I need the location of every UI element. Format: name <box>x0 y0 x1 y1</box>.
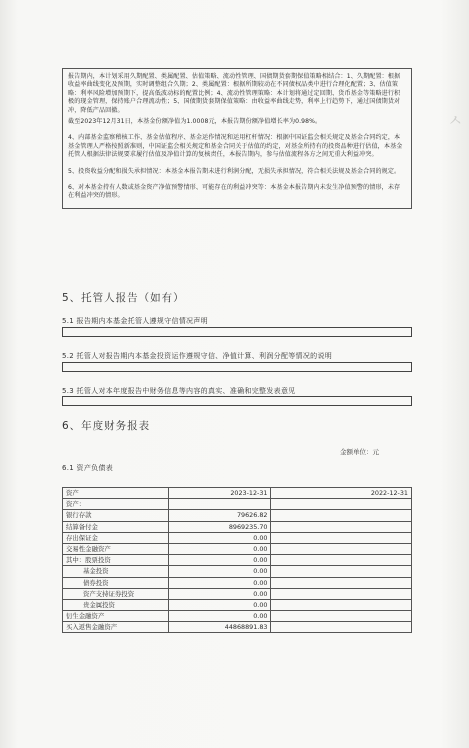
row-value-2023: 0.00 <box>168 611 271 622</box>
row-value-2022 <box>271 510 412 521</box>
row-label: 交易性金融资产 <box>63 543 169 554</box>
row-value-2022 <box>271 577 412 588</box>
subsection-5-3: 5.3 托管人对本年度报告中财务信息等内容的真实、准确和完整发表意见 <box>62 387 296 395</box>
row-label: 买入返售金融资产 <box>63 622 169 633</box>
row-label: 贵金属投资 <box>63 599 169 610</box>
table-row <box>63 577 412 588</box>
table-row <box>63 532 412 543</box>
row-label: 资产支持证券投资 <box>63 588 169 599</box>
row-value-2023 <box>168 499 271 510</box>
subsection-5-1: 5.1 报告期内本基金托管人遵规守信情况声明 <box>62 317 208 325</box>
row-value-2023: 0.00 <box>168 566 271 577</box>
table-row <box>63 555 412 566</box>
para-warnings: 6、对本基金持有人数或基金资产净值预警情形、可能存在的利益冲突等：本基金本报告期内未发生净值预警的情形，未存在利益冲突的情形。 <box>68 184 401 200</box>
side-mark: ㅅ <box>447 111 463 130</box>
table-header-row <box>63 488 412 499</box>
row-value-2023: 0.00 <box>168 577 271 588</box>
table-row <box>63 510 412 521</box>
table-row <box>63 499 412 510</box>
row-value-2022 <box>271 499 412 510</box>
row-value-2022 <box>271 599 412 610</box>
balance-sheet-table <box>62 487 412 633</box>
header-2022: 2022-12-31 <box>271 488 412 499</box>
table-row <box>63 588 412 599</box>
row-label: 存出保证金 <box>63 532 169 543</box>
row-value-2022 <box>271 611 412 622</box>
row-label: 债券投资 <box>63 577 169 588</box>
row-value-2023: 0.00 <box>168 599 271 610</box>
subsection-6-1: 6.1 资产负债表 <box>62 464 114 472</box>
table-row <box>63 611 412 622</box>
row-value-2022 <box>271 532 412 543</box>
header-2023: 2023-12-31 <box>168 488 271 499</box>
row-value-2022 <box>271 543 412 554</box>
row-value-2023: 0.00 <box>168 543 271 554</box>
row-value-2023: 0.00 <box>168 532 271 543</box>
para-profit-distribution: 5、投资收益分配和损失承担情况：本基金本报告期未进行利润分配，无损失承担情况，符合相关法规及基金合同的规定。 <box>68 167 401 175</box>
para-investment-strategy: 报告期内，本计划采用久期配置、类属配置、估值策略、流动性管理、国债期货套期保值策略相结合：1、久期配置：根据收益率曲线变化及预期，实时调整组合久期；2、类属配置：根据所期较动在不同债权品类中进行合理化配置；3、估值策略：利率风险增加预期下，提高低波动标的配置比例；4、流动性管理策略：本计划将通过定回期、货币基金等策略进行积极的现金管理，保持账户合理流动性；5、国债期货套期保值策略：由收益率曲线走势，利率上行趋势下，通过国债期货对冲，降低产品回撤。 <box>68 73 401 114</box>
subsection-5-2-content-box <box>62 362 412 372</box>
section6-heading: 6、年度财务报表 <box>62 420 151 432</box>
amount-unit: 金额单位：元 <box>340 448 379 456</box>
row-value-2023: 8969235.70 <box>168 521 271 532</box>
section5-heading: 5、托管人报告（如有） <box>62 292 185 304</box>
para-valuation: 4、内部基金监察稽核工作、基金估值程序、基金运作情况和运用杠杆情况：根据中国证监会相关规定及基金合同约定，本基金管理人严格按照新准则，中国证监会相关规定和基金合同关于估值的约定，对基金所持有的投资品种进行估值，本基金托管人根据法律法规要求履行估值及净值计算的复核责任，本报告期内，参与估值流程各方之间无重大利益冲突。 <box>68 134 403 159</box>
row-value-2023: 79626.82 <box>168 510 271 521</box>
row-label: 基金投资 <box>63 566 169 577</box>
section4-text-box <box>62 68 412 209</box>
row-value-2022 <box>271 521 412 532</box>
row-value-2022 <box>271 622 412 633</box>
subsection-5-2: 5.2 托管人对报告期内本基金投资运作遵规守信、净值计算、利润分配等情况的说明 <box>62 352 333 360</box>
row-value-2023: 0.00 <box>168 588 271 599</box>
para-nav: 截至2023年12月31日，本基金份额净值为1.0008元，本报告期份额净值增长率为0.98%。 <box>68 118 322 126</box>
row-label: 结算备付金 <box>63 521 169 532</box>
row-value-2023: 0.00 <box>168 555 271 566</box>
table-row <box>63 622 412 633</box>
row-label: 衍生金融资产 <box>63 611 169 622</box>
table-row <box>63 543 412 554</box>
row-label: 其中：股票投资 <box>63 555 169 566</box>
table-row <box>63 599 412 610</box>
subsection-5-1-content-box <box>62 327 412 337</box>
header-asset: 资产 <box>63 488 169 499</box>
row-value-2023: 44868891.83 <box>168 622 271 633</box>
row-value-2022 <box>271 588 412 599</box>
row-value-2022 <box>271 555 412 566</box>
table-row <box>63 521 412 532</box>
row-label: 资产： <box>63 499 169 510</box>
row-label: 银行存款 <box>63 510 169 521</box>
subsection-5-3-content-box <box>62 396 412 406</box>
table-row <box>63 566 412 577</box>
row-value-2022 <box>271 566 412 577</box>
